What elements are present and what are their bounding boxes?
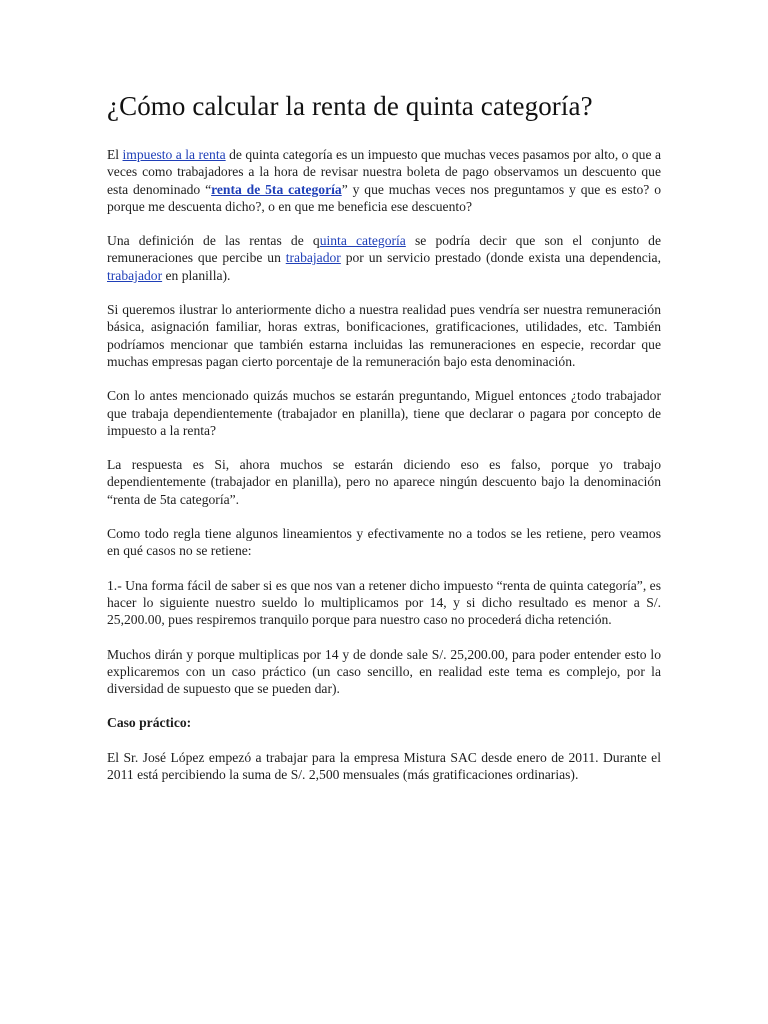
paragraph-case: El Sr. José López empezó a trabajar para la empresa Mistura SAC desde enero de 2011. Durante el 2011 está percibiendo la suma de S/. 2,500 mensuales (más gratificaciones ordinarias).	[107, 749, 661, 783]
paragraph-rules: Como todo regla tiene algunos lineamientos y efectivamente no a todos se les retiene, pero veamos en qué casos no se retiene:	[107, 526, 661, 559]
text: Una definición de las rentas de	[107, 233, 313, 249]
paragraph-definition	[107, 232, 661, 284]
paragraph-examples: Si queremos ilustrar lo anteriormente dicho a nuestra realidad pues vendría ser nuestra remuneración básica, asignación familiar, horas extras, bonificaciones, gratificaciones, utilidades, etc. También podríamos mencionar que también estarna incluidas las remuneraciones en especie, recordar que muchas empresas pagan cierto porcentaje de la remuneración bajo esta denominación.	[107, 302, 661, 369]
paragraph-answer: La respuesta es Si, ahora muchos se estarán diciendo eso es falso, porque yo trabajo dependientemente (trabajador en planilla), pero no aparece ningún descuento bajo la denominación “renta de 5ta categoría”.	[107, 457, 661, 507]
link-impuesto-renta[interactable]: impuesto a la renta	[122, 147, 226, 162]
link-trabajador[interactable]: trabajador	[285, 250, 341, 266]
paragraph-explanation: Muchos dirán y porque multiplicas por 14 y de donde sale S/. 25,200.00, para poder entender esto lo explicaremos con un caso práctico (un caso sencillo, en realidad este tema es complejo, por la diversidad de supuesto que se pueden dar).	[107, 646, 661, 697]
text: q	[312, 233, 320, 249]
link-renta-5ta-categoria[interactable]: renta de 5ta categoría	[211, 181, 342, 197]
text: de quinta categoría es un impuesto que muchas veces pasamos por alto, o que a veces como trabajadores a la hora de revisar nuestra boleta de pago observamos un descuento que esta denominado “	[107, 147, 661, 197]
text: en planilla).	[162, 267, 231, 283]
text: se podría decir que son el conjunto de remuneraciones que percibe un	[107, 233, 661, 266]
text: El	[107, 147, 123, 162]
link-trabajador-2[interactable]: trabajador	[107, 267, 163, 283]
link-quinta-categoria[interactable]: uinta categoría	[319, 233, 406, 249]
subheading-caso-practico: Caso práctico:	[107, 715, 192, 731]
paragraph-rule-1: 1.- Una forma fácil de saber si es que nos van a retener dicho impuesto “renta de quinta categoría”, es hacer lo siguiente nuestro sueldo lo multiplicamos por 14, y si dicho resultado es menor a S/. 25,200.00, pues respiremos tranquilo porque para nuestro caso no procederá dicha retención.	[107, 577, 661, 628]
paragraph-question: Con lo antes mencionado quizás muchos se estarán preguntando, Miguel entonces ¿todo trabajador que trabaja dependientemente (trabajador en planilla), tiene que declarar o pagara por concepto de impuesto a la renta?	[107, 388, 661, 438]
text: ” y que muchas veces nos preguntamos y que es esto? o porque me descuenta dicho?, o en que me beneficia ese descuento?	[107, 181, 661, 214]
paragraph-intro	[107, 146, 661, 215]
page-title: ¿Cómo calcular la renta de quinta categoría?	[107, 91, 593, 121]
text: por un servicio prestado (donde exista una dependencia,	[340, 250, 661, 266]
